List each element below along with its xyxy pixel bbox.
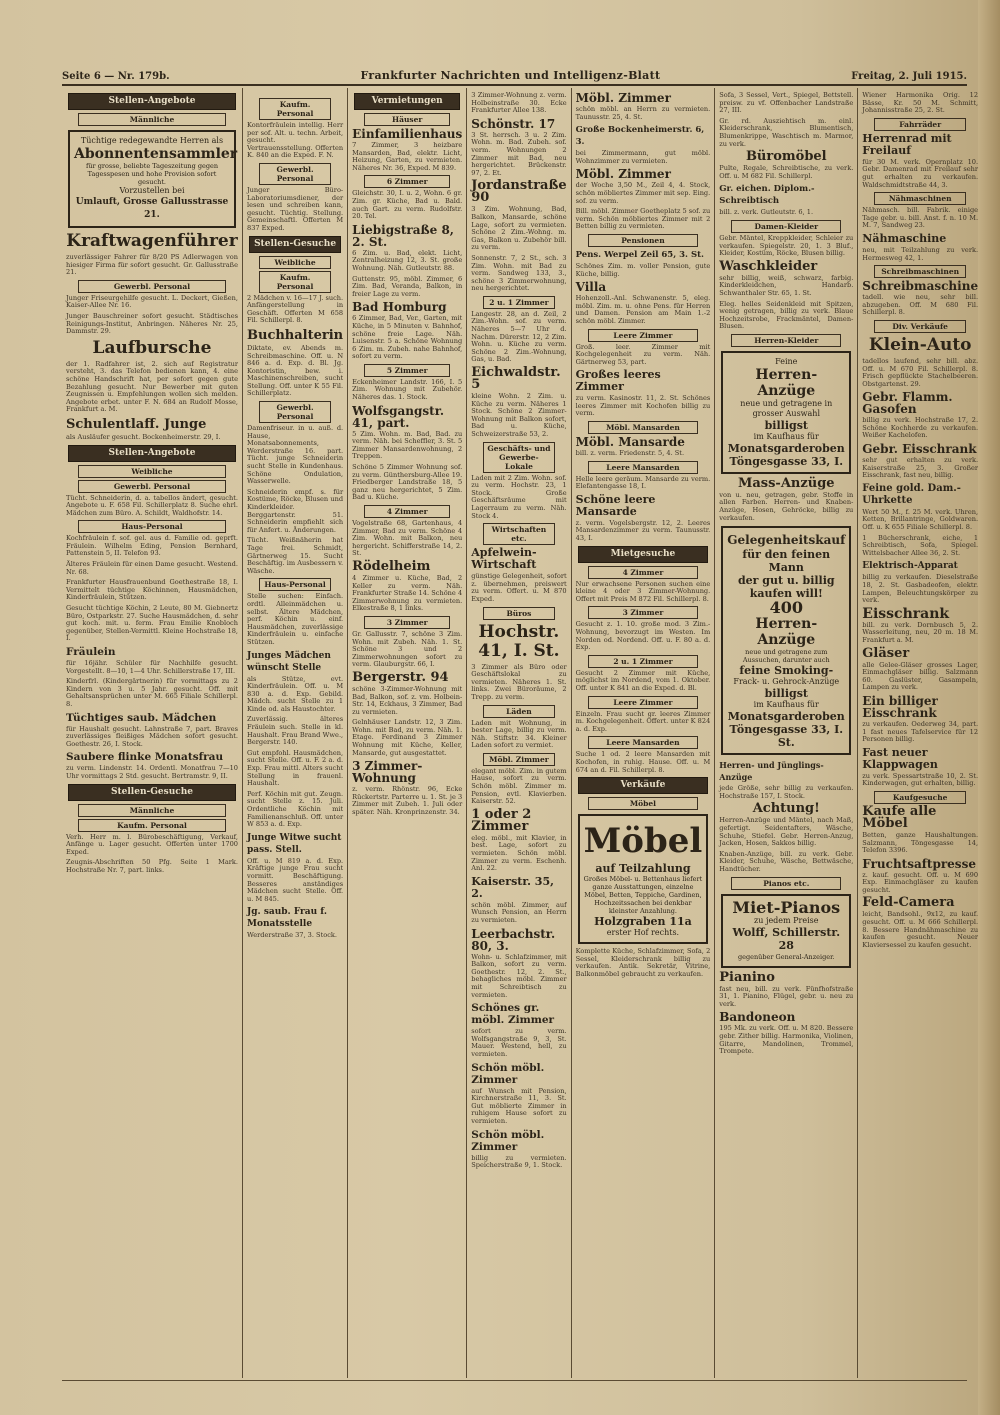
ad-text: z. verm. Vogelsbergstr. 12, 2. Leeres Mansardenzimmer zu verm. Taunusstr. 43, I.: [575, 518, 711, 543]
ad-headline: Klein-Auto: [868, 334, 972, 355]
ad-text: Gesucht tüchtige Köchin, 2 Leute, 80 M. Giebnertz Büro, Ostparkstr. 27. Suche Hausmädchen, d. sehr gut koch. mit. u. ferm. Frau Emilie Knobloch gegenüber, Stellen-Vermittl. Kleine Hochstraße 18, I.: [66, 604, 238, 643]
ad-headline: Gläser: [862, 645, 910, 661]
ad-text: elegant möbl. Zim. in gutem Hause, sofort zu verm. Schön möbl. Zimmer m. Pension, evtl. Klavierben. Kaiserstr. 52.: [471, 766, 567, 806]
ad-text: 6 Zim. u. Bad, elekt. Licht, Zentralheizung 12, 3. St. große Wohnung. Näh. Gutleutstr. 88.: [352, 248, 463, 272]
ad-box-line: 400: [769, 598, 803, 618]
subsection-heading: Leere Mansarden: [588, 461, 699, 474]
ad-text: Guttenstr. 95, möbl. Zimmer, 6 Zim. Bad, Veranda, Balkon, in freier Lage zu verm.: [352, 274, 463, 298]
ad-text: Bill. möbl. Zimmer Goetheplatz 5 sof. zu verm. Schön möbliertes Zimmer mit 2 Betten billig zu vermieten.: [575, 207, 711, 231]
ad-text: Junger Friseurgehilfe gesucht. L. Deckert, Gießen, Kaiser-Allee Nr. 16.: [66, 293, 238, 310]
ad-text: schöne 3-Zimmer-Wohnung mit Bad, Balkon, sof. z. vm. Holbein-Str. 14, Eckhaus, 3 Zimmer, Bad zu vermieten.: [352, 684, 463, 716]
ad-headline: Gebr. Eisschrank: [862, 442, 977, 457]
ad-headline: Achtung!: [752, 801, 820, 817]
ad-box-line: Monatsgarderoben: [727, 441, 845, 455]
ad-box-address: Umlauft, Grosse Gallusstrasse 21.: [75, 197, 229, 220]
ad-headline: Bad Homburg: [352, 300, 447, 315]
column-4: [467, 88, 571, 1378]
ad-headline: Büromöbel: [745, 149, 827, 165]
ad-text: Gut empfohl. Hausmädchen, sucht Stelle. Off. u. F. 2 a. d. Exp. Frau mittl. Alters sucht Stellung in frauenl. Haushalt.: [247, 748, 344, 788]
ad-text: Langestr. 28, an d. Zeil, 2 Zim.-Wohn. sof. zu verm. Näheres 5—7 Uhr d. Nachm. Dürerstr. 12, 2 Zim. Wohn. u. Küche zu verm. Schöne 2 Zim.-Wohnung, Gas, u. Bad.: [471, 309, 567, 364]
ad-headline: Schönstr. 17: [471, 116, 556, 131]
ad-text: Wiener Harmonika Orig. 12 Bässe, Kr. 50 M. Schmitt, Johannisstraße 25, 2. St.: [862, 91, 979, 115]
subsection-heading: Kaufm. Personal: [78, 819, 226, 832]
ad-box-miet-pianos: [721, 894, 851, 968]
ad-headline: Junge Witwe sucht pass. Stell.: [247, 832, 342, 855]
subsection-heading: Nähmaschinen: [874, 192, 966, 205]
ad-text: von u. neu, getragen, gebr. Stoffe in allen Farben. Herren- und Knaben-Anzüge, Hosen, Gehröcke, billig zu verkaufen.: [719, 490, 854, 522]
ad-box-title: Gelegenheitskauf: [727, 533, 846, 548]
ad-text: Schneiderin empf. s. für Kostüme, Röcke, Blusen und Kinderkleider. Berggartenstr. 51. Schneiderin empfiehlt sich für Anfert. u. Änderungen.: [247, 487, 344, 534]
subsection-heading: Pianos etc.: [731, 877, 841, 890]
ad-text: Werderstraße 37, 3. Stock.: [247, 931, 337, 940]
ad-box-line: neue und getragene in grosser Auswahl: [740, 398, 833, 418]
ad-headline: Schulentlaff. Junge: [66, 416, 207, 432]
column-6: [715, 88, 858, 1378]
subsection-heading: 3 Zimmer: [588, 606, 699, 619]
ad-text: Nähmasch. bill. Fabrik. einige Tage gebr. u. bill. Anst. f. n. 10 M. M. 7, Sandweg 23.: [862, 206, 979, 230]
ad-text: sehr billig, weiß, schwarz, farbig. Kinderkleidchen, Handarb. Schwanthaler Str. 65, 1. St.: [719, 273, 854, 297]
ad-text: Gesucht z. 1. 10. große mod. 3 Zim.-Wohnung, bevorzugt im Westen. Im Norden od. Nordend. Off. u. F. 80 a. d. Exp.: [575, 620, 711, 652]
ad-box-title: Miet-Pianos: [732, 897, 841, 917]
ad-box-address: Töngesgasse 33, I.: [729, 454, 844, 468]
ad-text: 195 Mk. zu verk. Off. u. M 820. Bessere gebr. Zither billig. Harmonika, Violinen, Gitarre, Mandolinen, Trommel, Trompete.: [719, 1024, 854, 1056]
ad-text: Groß. leer. Zimmer mit Kochgelegenheit zu verm. Näh. Gärtnerweg 53, part.: [575, 342, 711, 366]
ad-text: Kontorfräulein intellig. Herr per sof. Alt. u. techn. Arbeit, gesucht. Vertrauensstellung. Offerten K. 840 an die Exped. F. N.: [247, 121, 344, 160]
ad-box-address: Holzgraben 11a: [594, 915, 692, 929]
ad-box-line: Großes Möbel- u. Bettenhaus liefert ganze Ausstattungen, einzelne Möbel, Betten, Teppiche, Gardinen, Hochzeitssachen bei denkbar kleinster Anzahlung.: [583, 875, 703, 916]
subsection-heading: 2 u. 1 Zimmer: [483, 296, 554, 309]
ad-text: zu verm. Kasinostr. 11, 2. St. Schönes leeres Zimmer mit Kochofen billig zu verm.: [575, 394, 711, 418]
ad-text: Wohn- u. Schlafzimmer, mit Balkon, sofort zu verm. Goethestr. 12, 2. St., behagliches möbl. Zimmer mit Schreibtisch zu vermieten.: [471, 952, 567, 999]
ad-text: Junger Bauschreiner sofort gesucht. Städtisches Reinigungs-Institut, Anbringen. Näheres Nr. 25, Dammstr. 29.: [66, 311, 238, 336]
ad-text: Schöne 5 Zimmer Wohnung sof. zu verm. Günthersburg-Allee 19. Friedberger Landstraße 18, 5 ganz neu hergerichtet, 5 Zim. Bad u. Küche.: [352, 463, 463, 502]
ad-headline: Großes leeres Zimmer: [575, 368, 661, 394]
ad-headline: Gebr. Flamm. Gasofen: [862, 390, 953, 417]
ad-text: Knaben-Anzüge, bill. zu verk. Gebr. Kleider, Schuhe, Wäsche, Bettwäsche, Handtücher.: [719, 849, 854, 873]
ad-box-gelegenheitskauf: [721, 526, 851, 755]
ad-headline: 3 Zimmer-Wohnung: [352, 759, 423, 786]
page-number: Seite 6 — Nr. 179b.: [62, 71, 170, 82]
ad-text: alle Gelee-Gläser grosses Lager, Einmachgläser billig. Salzmann 60. Gaslüster, Gasampeln, Lampen zu verk.: [862, 660, 979, 692]
subsection-heading: Div. Verkäufe: [874, 320, 966, 333]
subsection-heading: Leere Zimmer: [588, 696, 699, 709]
ad-headline: Möbl. Mansarde: [575, 435, 685, 450]
subsection-heading: Gewerbl. Personal: [259, 401, 331, 423]
ad-box-line: kaufen will!: [749, 587, 823, 601]
subsection-heading: Damen-Kleider: [731, 220, 841, 233]
page-footer-rule: [62, 1380, 967, 1386]
ad-box-line: im Kaufhaus für: [753, 700, 819, 710]
ad-text: z. kauf. gesucht. Off. u. M 690 Exp. Einmachgläser zu kaufen gesucht.: [862, 870, 979, 894]
ad-text: billig zu verk. Hochstraße 17, 2. Schöne Kochherde zu verkaufen. Weißer Kachelofen.: [862, 416, 979, 440]
ad-text: Gr. Gallusstr. 7, schöne 3 Zim. Wohn. mit Zubeh. Näh. 1. St. Schöne 3 und 2 Zimmerwohnungen sofort zu verm. Glauburgstr. 66, I.: [352, 629, 463, 669]
ad-text: sofort zu verm. Wolfsgangstraße 9, 3, St. Mauer. Westend, hell, zu vermieten.: [471, 1027, 567, 1058]
ad-headline: Junges Mädchen wünscht Stelle: [247, 650, 331, 673]
ad-box-line: Tüchtige redegewandte Herren als: [80, 136, 224, 145]
subsection-heading: Haus-Personal: [259, 578, 331, 591]
ad-box-line: billigst: [764, 687, 808, 701]
ad-text: Tücht. Weißnäherin hat Tage frei. Schmidt, Gärtnerweg 15. Sucht Beschäftig. im Ausbessern v. Wäsche.: [247, 536, 344, 575]
ad-box-line: Herren-Anzüge: [755, 616, 818, 649]
subsection-heading: Gewerbl. Personal: [259, 163, 331, 185]
ad-text: Perf. Köchin mit gut. Zeugn. sucht Stelle z. 15. Juli. Ordentliche Köchin mit Familienanschluß. Off. unter W 853 a. d. Exp.: [247, 789, 344, 829]
ad-box-title: Abonnentensammler: [74, 146, 238, 162]
ad-text: Eckenheimer Landstr. 166, I. 5 Zim. Wohnung mit Zubehör. Näheres das. 1. Stock.: [352, 377, 463, 402]
ad-box-moebel: [578, 814, 709, 944]
section-heading: Vermietungen: [354, 93, 460, 110]
ad-headline: Feine gold. Dam.-Uhrkette: [862, 482, 961, 506]
ad-headline: Fräulein: [66, 646, 116, 658]
ad-text: 3 St. herrsch. 3 u. 2 Zim. Wohn. m. Bad. Zubeh. sof. verm. Wohnungen 2 Zimmer mit Bad, neu hergerichtet. Brückenstr. 97, 2. Et.: [471, 130, 567, 177]
ad-text: als Ausläufer gesucht. Bockenheimerstr. 29, I.: [66, 432, 221, 441]
ad-box-line: zu jedem Preise: [754, 915, 819, 925]
ad-text: 7 Zimmer, 3 heizbare Mansarden, Bad, elektr. Licht, Heizung, Garten, zu vermieten. Näheres Nr. 36, Exped. M 839.: [352, 141, 463, 172]
ad-text: 5 Zim. Wohn. m. Bad, Bad. zu verm. Näh. bei Scheffler, 3. St. 5 Zimmer Mansardenwohnung, 2 Treppen.: [352, 429, 463, 461]
ad-text: bill. z. verm. Friedenstr. 5, 4. St.: [575, 449, 685, 458]
page-date: Freitag, 2. Juli 1915.: [851, 71, 967, 82]
subsection-heading: Herren-Kleider: [731, 334, 841, 347]
ad-headline: Apfelwein-Wirtschaft: [471, 546, 537, 572]
ad-box-line: der gut u. billig: [737, 574, 835, 588]
ad-text: Hohenzoll.-Anl. Schwanenstr. 5, eleg. möbl. Zim. m. u. ohne Pens. für Herren und Damen. Pension am Main 1.-2 schön möbl. Zimmer.: [575, 294, 711, 325]
ad-text: Zeugnis-Abschriften 50 Pfg. Seite 1 Mark. Hochstraße Nr. 7, part. links.: [66, 858, 238, 874]
ad-text: Sonnenstr. 7, 2 St., sch. 3 Zim. Wohn. mit Bad zu verm. Sandweg 133, 3., schöne 3 Zimmerwohnung, neu hergerichtet.: [471, 253, 567, 293]
ad-text: bei Zimmermann, gut möbl. Wohnzimmer zu vermieten.: [575, 149, 711, 165]
ad-text: Herren-Anzüge und Mäntel, nach Maß, gefertigt. Seidentafters, Wäsche, Schuhe, Stiefel. Gebr. Herren-Anzug, Jacken, Hosen, Sakkos billig.: [719, 816, 854, 848]
ad-headline: Schreibmaschine: [862, 279, 979, 294]
ad-text: Verh. Herr m. l. Bürobeschäftigung, Verkauf, Anfänge u. Lager gesucht. Offerten unter 1700 Exped.: [66, 832, 238, 856]
ad-headline: Kaiserstr. 35, 2.: [471, 874, 554, 900]
ad-text: billig zu vermieten. Speicherstraße 9, 1. Stock.: [471, 1153, 567, 1170]
subsection-heading: Möbl. Mansarden: [588, 421, 699, 434]
ad-text: fast neu, bill. zu verk. Fünfhofstraße 31, 1. Pianino, Flügel, gebr. u. neu zu verk.: [719, 984, 854, 1008]
section-heading: Stellen-Angebote: [68, 93, 236, 110]
ad-text: Laden mit Wohnung, in bester Lage, billig zu verm. Näh. Stiftstr. 34. Kleiner Laden sofort zu vermiet.: [471, 718, 567, 750]
page-header: [62, 66, 967, 86]
subsection-heading: Häuser: [364, 113, 450, 126]
ad-headline: Schön möbl. Zimmer: [471, 1128, 545, 1153]
ad-text: Kochfräulein f. sof. gel. aus d. Familie od. geprft. Fräulein. Wilhelm Eding, Pension Bernhard, Pattenstein 5, II. Telefon 93.: [66, 534, 238, 558]
ad-headline: Schönes gr. möbl. Zimmer: [471, 1002, 555, 1027]
ad-headline: Elektrisch-Apparat: [862, 561, 958, 572]
ad-text: Einzeln. Frau sucht gr. leeres Zimmer m. Kochgelegenheit. Offert. unter K 824 a. d. Exp.: [575, 709, 711, 733]
ad-box-address: Wolff, Schillerstr. 28: [732, 925, 841, 952]
ad-headline: Kaufe alle Möbel: [862, 803, 937, 831]
ad-text: tadell. wie neu, sehr bill. abzugeben. Off. M 680 Fil. Schillerpl. 8.: [862, 293, 979, 317]
ad-text: Diktate, ev. Abends m. Schreibmaschine. Off. u. N 846 a. d. Exp. d. Bl. Jg. Kontoristin, bew. i. Maschinenschreiben, sucht Stellung. Off. unter K 55 Fil. Schillerplatz.: [247, 343, 344, 398]
subsection-heading: Geschäfts- und Gewerbe-Lokale: [483, 442, 554, 473]
ad-headline: Fast neuer Klappwagen: [862, 745, 938, 771]
section-heading: Stellen-Gesuche: [68, 784, 236, 801]
ad-headline: 1 oder 2 Zimmer: [471, 806, 532, 834]
subsection-heading: 6 Zimmer: [364, 175, 450, 188]
ad-text: bill. zu verk. Dornbusch 5, 2. Wasserleitung, neu, 20 m. 18 M. Frankfurt a. M.: [862, 620, 979, 644]
ad-text: 1 Bücherschrank, eiche, 1 Schreibtisch, Sofa, Spiegel. Wittelsbacher Allee 36, 2. St.: [862, 533, 979, 557]
ad-box-title: Möbel: [583, 821, 703, 862]
ad-text: Frankfurter Hausfrauenbund Goethestraße 18, I. Vermittelt tüchtige Köchinnen, Hausmädchen, Kinderfräulein, Stützen.: [66, 578, 238, 602]
ad-headline: Kraftwagenführer: [66, 231, 238, 251]
ad-text: 4 Zimmer u. Küche, Bad, 2 Keller zu verm. Näh. Frankfurter Straße 14. Schöne 4 Zimmerwohnung zu vermieten. Elkestraße 8, 1 links.: [352, 573, 463, 613]
ad-text: 3 Zimmer-Wohnung z. verm. Holbeinstraße 30. Ecke Frankfurter Allee 138.: [471, 91, 567, 115]
ad-text: zuverlässiger Fahrer für 8/20 PS Adlerwagen von hiesiger Firma für sofort gesucht. Gr. Gallusstraße 21.: [66, 253, 238, 277]
ad-text: Helle leere geräum. Mansarde zu verm. Elefantengasse 18, I.: [575, 474, 711, 491]
ad-headline: Große Bockenheimerstr. 6, 3.: [575, 125, 705, 148]
ad-box-line: erster Hof rechts.: [606, 928, 680, 938]
ad-text: Kinderfrl. (Kindergärtnerin) für vormittags zu 2 Kindern von 3 u. 5 Jahr. gesucht. Off. mit Gehaltsansprüchen unter M. 665 Filiale Schillerpl. 8.: [66, 677, 238, 708]
ad-text: Damenfriseur. in u. auß. d. Hause, Monatsabonnements, Werderstraße 16. part. Tücht. junge Schneiderin sucht Stelle in Kundenhaus. Schöne Ondulation, Wasserwelle.: [247, 424, 344, 486]
ad-text: 2 Mädchen v. 16—17 J. such. Anfängerstellung in Geschäft. Offerten M 658 Fil. Schillerpl. 8.: [247, 293, 344, 325]
ad-headline: Saubere flinke Monatsfrau: [66, 751, 224, 764]
ad-box-line: billigst: [764, 418, 808, 432]
ad-text: Gr. rd. Ausziehtisch m. einl. Kleiderschrank, Blumentisch, Blumenkrippe, Waschtisch m. Marmor, zu verk.: [719, 116, 854, 148]
subsection-heading: Männliche: [78, 804, 226, 817]
ad-text: als Stütze, evt. Kinderfräulein. Off. u. M 830 a. d. Exp. Gebild. Mädch. sucht Stelle zu 1 Kinde od. als Haustochter.: [247, 674, 344, 713]
section-heading: Verkäufe: [578, 777, 709, 794]
column-3: [348, 88, 467, 1378]
ad-text: Nur erwachsene Personen suchen eine kleine 4 oder 3 Zimmer-Wohnung. Offert mit Preis M 872 Fil. Schillerpl. 8.: [575, 579, 711, 603]
ad-headline: Schöne leere Mansarde: [575, 492, 656, 518]
subsection-heading: Haus-Personal: [78, 520, 226, 533]
subsection-heading: 4 Zimmer: [588, 566, 699, 579]
ad-text: Komplette Küche, Schlafzimmer, Sofa, 2 Sessel, Kleiderschrank billig zu verkaufen. Antik. Sekretär, Vitrine, Balkonmöbel gebraucht zu verkaufen.: [575, 947, 711, 978]
ad-headline: Leerbachstr. 80, 3.: [471, 926, 556, 953]
subsection-heading: Weibliche: [78, 465, 226, 478]
ad-headline: Wolfsgangstr. 41, part.: [352, 403, 445, 430]
subsection-heading: 2 u. 1 Zimmer: [588, 655, 699, 668]
ad-box-line: für grosse, beliebte Tageszeitung gegen Tagesspesen und hohe Provision sofort gesucht.: [85, 162, 219, 186]
classified-columns: [62, 88, 979, 1378]
ad-headline: Möbl. Zimmer: [575, 91, 671, 105]
ad-box-line: Monatsgarderoben: [727, 710, 845, 724]
subsection-heading: Läden: [483, 705, 554, 718]
ad-box-title: Herren-Anzüge: [755, 366, 818, 399]
column-7: [858, 88, 982, 1378]
section-heading: Stellen-Gesuche: [249, 236, 341, 253]
ad-text: 6 Zimmer, Bad, Ver., Garten, mit Küche, in 5 Minuten v. Bahnhof, schöne freie Lage. Näh. Luisenstr. 5 a. Schöne Wohnung 6 Zim. m. Zubeh. nahe Bahnhof, sofort zu verm.: [352, 314, 463, 361]
ad-text: Älteres Fräulein für einen Dame gesucht. Westend. Nr. 68.: [66, 560, 238, 576]
ad-headline: Möbl. Zimmer: [575, 167, 671, 182]
ad-box-line: Feine: [775, 356, 798, 366]
subsection-heading: Kaufgesuche: [874, 791, 966, 804]
ad-headline: Gr. eichen. Diplom.-Schreibtisch: [719, 184, 815, 207]
ad-text: der 1. Radfahrer ist, 2. sich auf Registratur versteht, 3. das Telefon bedienen kann, 4. eine schöne Handschrift hat, per sofort gegen gute Bezahlung gesucht. Nur Bewerber mit guten Zeugnissen u. Empfehlungen wollen sich melden. Angebote erbet. unter F. N. 684 an Rudolf Mosse, Frankfurt a. M.: [66, 359, 238, 414]
ad-text: 3 Zimmer als Büro oder Geschäftslokal zu vermieten. Näheres 1. St. links. Zwei Büroräume, 2 Trepp. zu verm.: [471, 662, 567, 701]
ad-text: zu verm. Lindenstr. 14. Ordentl. Monatfrau 7—10 Uhr vormittags 2 Std. gesucht. Bertramstr. 9, II.: [66, 764, 238, 780]
ad-headline: Jordanstraße 90: [471, 178, 567, 206]
ad-headline: Bergerstr. 94: [352, 669, 449, 685]
ad-headline: Eisschrank: [862, 605, 950, 622]
ad-text: Laden mit 2 Zim. Wohn. sof. zu verm. Hochstr. 23, 1 Stock. Große Geschäftsräume mit Lagerraum zu verm. Näh. Stock 4.: [471, 473, 567, 520]
subsection-heading: Wirtschaften etc.: [483, 523, 554, 545]
ad-headline: Rödelheim: [352, 558, 431, 574]
subsection-heading: Weibliche: [259, 256, 331, 269]
ad-headline: Jg. saub. Frau f. Monatsstelle: [247, 907, 327, 930]
ad-box-line: feine Smoking-: [739, 664, 834, 678]
ad-text: sehr gut erhalten zu verk. Kaiserstraße 25, 3. Großer Eisschrank, fast neu, billig.: [862, 456, 979, 480]
ad-box-line: Frack- u. Gehrock-Anzüge: [733, 677, 840, 687]
ad-box-abonnentensammler: [68, 130, 236, 228]
column-1: [62, 88, 243, 1378]
ad-headline: Pens. Werpel Zeil 65, 3. St.: [575, 249, 704, 260]
ad-text: zu verkaufen. Oederweg 34, part. 1 fast neues Tafelservice für 12 Personen billig.: [862, 719, 979, 744]
subsection-heading: 5 Zimmer: [364, 364, 450, 377]
ad-headline: Waschkleider: [719, 258, 818, 274]
ad-headline: Mass-Anzüge: [737, 475, 835, 491]
subsection-heading: Gewerbl. Personal: [78, 480, 226, 493]
newspaper-title: Frankfurter Nachrichten und Intelligenz-Blatt: [360, 69, 661, 82]
ad-headline: Bandoneon: [719, 1010, 796, 1025]
section-heading: Mietgesuche: [578, 546, 709, 563]
ad-text: günstige Gelegenheit, sofort z. übernehmen, preiswert zu verm. Offert. u. M 870 Exped.: [471, 572, 567, 603]
subsection-heading: 4 Zimmer: [364, 505, 450, 518]
ad-text: tadellos laufend, sehr bill. abz. Off. u. M 670 Fil. Schillerpl. 8. Frisch gepflückte Stachelbeeren. Obstgartenst. 29.: [862, 356, 979, 388]
subsection-heading: Möbel: [588, 797, 699, 810]
ad-box-line: im Kaufhaus für: [753, 431, 819, 441]
subsection-heading: Leere Mansarden: [588, 736, 699, 749]
ad-text: 3 Zim. Wohnung, Bad, Balkon, Mansarde, schöne Lage, sofort zu vermieten. Schöne 2 Zim.-Wohng. m. Gas, Balkon u. Zubehör bill. zu verm.: [471, 205, 567, 252]
ad-text: für 30 M. verk. Opernplatz 10. Gebr. Damenrad mit Freilauf sehr gut erhalten zu verkaufen. Waldschmidtstraße 44, 3.: [862, 157, 979, 189]
ad-headline: Herrenrad mit Freilauf: [862, 131, 952, 157]
ad-text: auf Wunsch mit Pension, Kirchnerstraße 11, 3. St. Gut möblierte Zimmer in ruhigem Hause sofort zu vermieten.: [471, 1086, 567, 1125]
ad-text: Off. u. M 819 a. d. Exp. Kräftige junge Frau sucht vormitt. Beschäftigung. Besseres anständiges Mädchen sucht Stelle. Off. u. M 845.: [247, 856, 344, 903]
column-2: [243, 88, 348, 1378]
ad-text: Zuverlässig. älteres Fräulein such. Stelle in kl. Haushalt. Frau Brand Wwe., Bergerstr. 140.: [247, 715, 344, 747]
section-heading: Stellen-Angebote: [68, 445, 236, 462]
ad-box-line: neue und getragene zum Aussuchen, darunter auch: [742, 648, 830, 665]
ad-box-address: Töngesgasse 33, I. St.: [729, 723, 844, 750]
ad-text: neu, mit Teilzahlung zu verk. Hermesweg 42, 1.: [862, 245, 979, 262]
ad-headline: Tüchtiges saub. Mädchen: [66, 711, 217, 724]
subsection-heading: Kaufm. Personal: [259, 98, 331, 120]
ad-text: Tücht. Schneiderin, d. a. tabellos ändert, gesucht. Angebote u. F. 658 Fil. Schillerplatz 8. Suche ehrl. Mädchen zum Büro. A. Schildt, Waldhofstr. 14.: [66, 493, 238, 517]
ad-text: Wert 50 M., f. 25 M. verk. Uhren, Ketten, Brillantringe, Goldwaren. Off. u. K 655 Filiale Schillerpl. 8.: [862, 507, 979, 532]
ad-headline: Feld-Camera: [862, 895, 955, 911]
ad-headline: Ein billiger Eisschrank: [862, 693, 938, 720]
ad-headline: Laufbursche: [92, 337, 212, 358]
ad-box-line: auf Teilzahlung: [595, 862, 691, 876]
ad-box-line: gegenüber General-Anzeiger.: [737, 952, 835, 961]
subsection-heading: Gewerbl. Personal: [78, 280, 226, 293]
ad-headline: Fruchtsaftpresse: [862, 856, 976, 871]
ad-text: schön möbl. an Herrn zu vermieten. Taunusstr. 25, 4. St.: [575, 105, 711, 121]
ad-text: Junger Büro-Laboratoriumsdiener, der lesen und schreiben kann, gesucht. Tüchtig. Stellung. Gemeinschaftl. Offerten M 837 Exped.: [247, 185, 344, 232]
ad-box-herren-anzuege: [721, 351, 851, 474]
subsection-heading: Fahrräder: [874, 118, 966, 131]
ad-text: Schönes Zim. m. voller Pension, gute Küche, billig.: [575, 261, 711, 278]
subsection-heading: Männliche: [78, 113, 226, 126]
ad-headline: Eichwaldstr. 5: [471, 365, 561, 393]
ad-text: jede Größe, sehr billig zu verkaufen. Hochstraße 157, I. Stock.: [719, 784, 854, 800]
ad-text: Vogelstraße 68, Gartenhaus, 4 Zimmer, Bad zu verm. Schöne 4 Zim. Wohn. mit Balkon, neu hergericht. Schifferstraße 14, 2. St.: [352, 519, 463, 558]
ad-headline: Nähmaschine: [862, 231, 947, 245]
ad-text: Pulte, Regale, Schreibtische, zu verk. Off. u. M 682 Fil. Schillerpl.: [719, 164, 854, 180]
ad-text: schön möbl. Zimmer, auf Wunsch Pension, an Herrn zu vermieten.: [471, 900, 567, 924]
ad-headline: Buchhalterin: [247, 327, 344, 343]
ad-text: Gebr. Mäntel, Kreppkleider, Schleier zu verkaufen. Spiegelstr. 20, 1. 3 Bluf., Kleider, Kostüm, Röcke, Blusen billig.: [719, 233, 854, 258]
column-5: [572, 88, 716, 1378]
subsection-heading: Kaufm. Personal: [259, 271, 331, 293]
ad-text: z. verm. Rhönstr. 96, Ecke Rückertstr. Parterre u. 1. St. je 3 Zimmer mit Zubeh. 1. Juli oder später. Näh. Kronprinzenstr. 34.: [352, 785, 463, 817]
ad-text: Sofa, 3 Sessel, Vert., Spiegel, Bettstell. preisw. zu vf. Offenbacher Landstraße 27, III.: [719, 91, 854, 115]
ad-text: Eleg. helles Seidenkleid mit Spitzen, wenig getragen, billig zu verk. Blaue Hochzeitsrobe, Frackmäntel, Damen-Blusen.: [719, 299, 854, 331]
subsection-heading: Pensionen: [588, 234, 699, 247]
ad-box-line: für den feinen Mann: [742, 548, 831, 575]
subsection-heading: Schreibmaschinen: [874, 265, 966, 278]
ad-text: zu verk. Spessartstraße 10, 2. St. Kinderwagen, gut erhalten, billig.: [862, 771, 979, 788]
ad-headline: Pianino: [719, 969, 775, 985]
ad-text: der Woche 3,50 M., Zeil 4, 4. Stock, schön möbliertes Zimmer mit sep. Eing. sof. zu verm.: [575, 181, 711, 205]
subsection-heading: Büros: [483, 607, 554, 620]
ad-text: bill. z. verk. Gutleutstr. 6, 1.: [719, 208, 814, 217]
ad-text: für 16jähr. Schüler für Nachhilfe gesucht. Vorgestellt. 8—10, 1—4 Uhr. Schillerstraße 17, III.: [66, 659, 238, 675]
ad-text: Stelle suchen: Einfach. ordtl. Alleinmädchen u. selbst. Ältere Mädchen, perf. Köchin u. einf. Hausmädchen, zuverlässige Kinderfräulein u. einfache Stützen.: [247, 592, 344, 646]
ad-text: kleine Wohn. 2 Zim. u. Küche zu verm. Näheres 1 Stock. Schöne 2 Zimmer-Wohnung mit Balkon sofort, Bad u. Küche, Schweizerstraße 53, 2.: [471, 392, 567, 438]
ad-text: Gesucht 2 Zimmer mit Küche, möglichst im Nordend, vom 1. Oktober. Off. unter K 841 an die Exped. d. Bl.: [575, 668, 711, 692]
ad-headline: Schön möbl. Zimmer: [471, 1061, 545, 1086]
ad-headline: Hochstr. 41, I. St.: [478, 621, 560, 661]
ad-text: billig zu verkaufen. Dieselstraße 18, 2. St. Gasbadeofen, elektr. Lampen, Beleuchtungskörper zu verk.: [862, 573, 979, 605]
subsection-heading: Leere Zimmer: [588, 329, 699, 342]
subsection-heading: 3 Zimmer: [364, 616, 450, 629]
ad-text: Suche 1 od. 2 leere Mansarden mit Kochofen, in ruhig. Hause. Off. u. M 674 an d. Fil. Schillerpl. 8.: [575, 750, 711, 774]
ad-headline: Einfamilienhaus: [352, 127, 463, 141]
ad-headline: Herren- und Jünglings-Anzüge: [719, 760, 824, 783]
ad-text: Gleichstr. 30, I. u. 2, Wohn. 6 gr. Zim. gr. Küche, Bad u. Bald. auch Gart. zu verm. Rudolfstr. 20. Tel.: [352, 189, 463, 221]
ad-text: leicht, Bandsohl., 9x12, zu kauf. gesucht. Off. u. M 666 Schillerpl. 8. Bessere Handnähmaschine zu kaufen gesucht. Neuer Klaviersessel zu kaufen gesucht.: [862, 910, 979, 949]
ad-headline: Liebigstraße 8, 2. St.: [352, 222, 454, 249]
subsection-heading: Möbl. Zimmer: [483, 753, 554, 766]
ad-box-line: Vorzustellen bei: [119, 186, 185, 195]
ad-text: Betten, ganze Haushaltungen. Salzmann, Töngesgasse 14, Telefon 3396.: [862, 830, 979, 855]
ad-text: eleg. möbl., mit Klavier, in best. Lage, sofort zu vermieten. Schön möbl. Zimmer zu verm. Eschenh. Anl. 22.: [471, 833, 567, 873]
ad-text: für Haushalt gesucht. Lahnstraße 7, part. Braves zuverlässiges fleißiges Mädchen sofort gesucht. Goethestr. 26, I. Stock.: [66, 724, 238, 748]
ad-text: Gelnhäuser Landstr. 12, 3 Zim. Wohn. mit Bad, zu verm. Näh. 1. Etage. Ferdinand 3 Zimmer Wohnung mit Küche, Keller, Mansarde, gut ausgestattet.: [352, 718, 463, 757]
ad-headline: Villa: [575, 280, 607, 295]
